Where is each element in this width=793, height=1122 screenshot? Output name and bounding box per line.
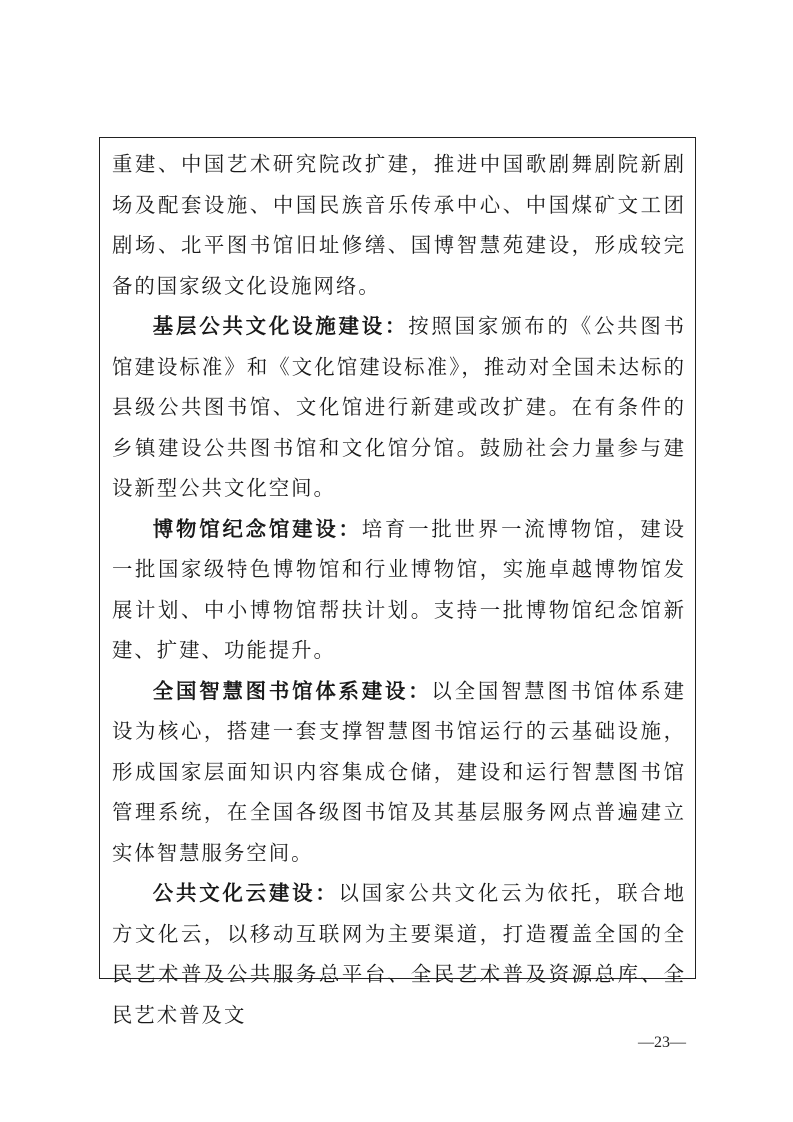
page-number: —23— [638,1034,686,1051]
paragraph-text: 重建、中国艺术研究院改扩建，推进中国歌剧舞剧院新剧场及配套设施、中国民族音乐传承中心、中国煤矿文工团剧场、北平图书馆旧址修缮、国博智慧苑建设，形成较完备的国家级文化设施网络。 [112,152,686,298]
text-box-frame [99,137,696,1027]
paragraph-grassroots-facilities [112,306,686,509]
paragraph-lead: 基层公共文化设施建设： [152,314,409,338]
paragraph-text: 以国家公共文化云为依托，联合地方文化云，以移动互联网为主要渠道，打造覆盖全国的全民艺术普及公共服务总平台、全民艺术普及资源总库、全民艺术普及文 [112,881,686,1027]
paragraph-culture-cloud [112,873,686,1035]
paragraph-text: 以全国智慧图书馆体系建设为核心，搭建一套支撑智慧图书馆运行的云基础设施，形成国家层面知识内容集成仓储，建设和运行智慧图书馆管理系统，在全国各级图书馆及其基层服务网点普遍建立实体智慧服务空间。 [112,678,686,865]
paragraph-text: 培育一批世界一流博物馆，建设一批国家级特色博物馆和行业博物馆，实施卓越博物馆发展计划、中小博物馆帮扶计划。支持一批博物馆纪念馆新建、扩建、功能提升。 [112,516,686,662]
paragraph-continuation [112,144,686,306]
paragraph-museums [112,509,686,671]
paragraph-lead: 全国智慧图书馆体系建设： [152,678,432,703]
paragraph-smart-library [112,671,686,874]
text-box-content [112,144,686,1035]
paragraph-lead: 公共文化云建设： [152,881,339,905]
paragraph-lead: 博物馆纪念馆建设： [152,516,362,541]
paragraph-text: 按照国家颁布的《公共图书馆建设标准》和《文化馆建设标准》，推动对全国未达标的县级公共图书馆、文化馆进行新建或改扩建。在有条件的乡镇建设公共图书馆和文化馆分馆。鼓励社会力量参与建设新型公共文化空间。 [112,314,686,500]
